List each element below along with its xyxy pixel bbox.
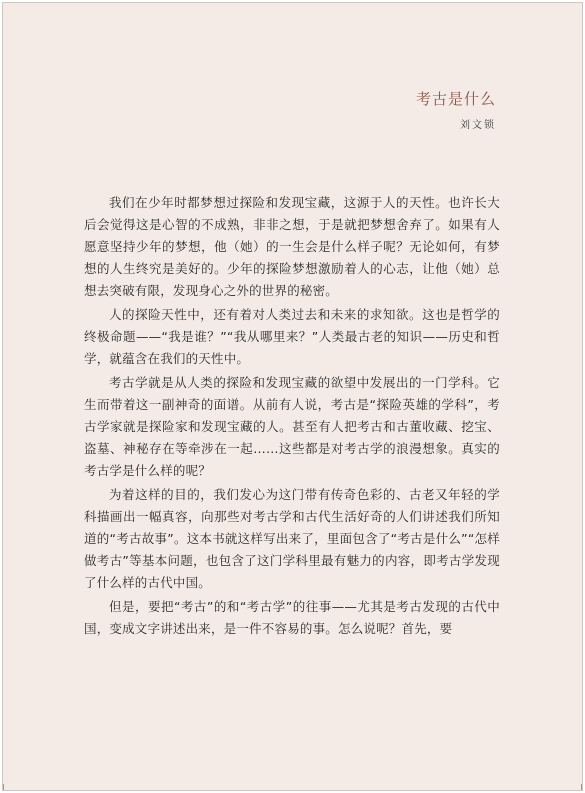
paragraph: 但是，要把“考古”的和“考古学”的往事——尤其是考古发现的古代中国，变成文字讲述出来，是一件不容易的事。怎么说呢？首先，要 [84,599,500,636]
paragraph: 考古学就是从人类的探险和发现宝藏的欲望中发展出的一门学科。它生而带着这一副神奇的面谱。从前有人说，考古是“探险英雄的学科”，考古学家就是探险家和发现宝藏的人。甚至有人把考古和古董收藏、挖宝、盗墓、神秘存在等牵涉在一起……这些都是对考古学的浪漫想象。真实的考古学是什么样的呢？ [84,375,500,478]
page-corner-mark-left [3,784,4,790]
paragraph: 我们在少年时都梦想过探险和发现宝藏，这源于人的天性。也许长大后会觉得这是心智的不成熟，非非之想，于是就把梦想舍弃了。如果有人愿意坚持少年的梦想，他（她）的一生会是什么样子呢？无论如何，有梦想的人生终究是美好的。少年的探险梦想激励着人的心志，让他（她）总想去突破有限，发现身心之外的世界的秘密。 [84,195,500,298]
paragraph: 人的探险天性中，还有着对人类过去和未来的求知欲。这也是哲学的终极命题——“我是谁？”“我从哪里来？”人类最古老的知识——历史和哲学，就蕴含在我们的天性中。 [84,307,500,366]
document-page [2,2,583,791]
document-author: 刘文锁 [460,120,496,131]
paragraph: 为着这样的目的，我们发心为这门带有传奇色彩的、古老又年轻的学科描画出一幅真容，向那些对考古学和古代生活好奇的人们讲述我们所知道的“考古故事”。这本书就这样写出来了，里面包含了“考古是什么”“怎样做考古”等基本问题，也包含了这门学科里最有魅力的内容，即考古学发现了什么样的古代中国。 [84,487,500,590]
document-body [84,192,500,640]
page-corner-mark-right [581,784,582,790]
document-title: 考古是什么 [415,90,496,108]
